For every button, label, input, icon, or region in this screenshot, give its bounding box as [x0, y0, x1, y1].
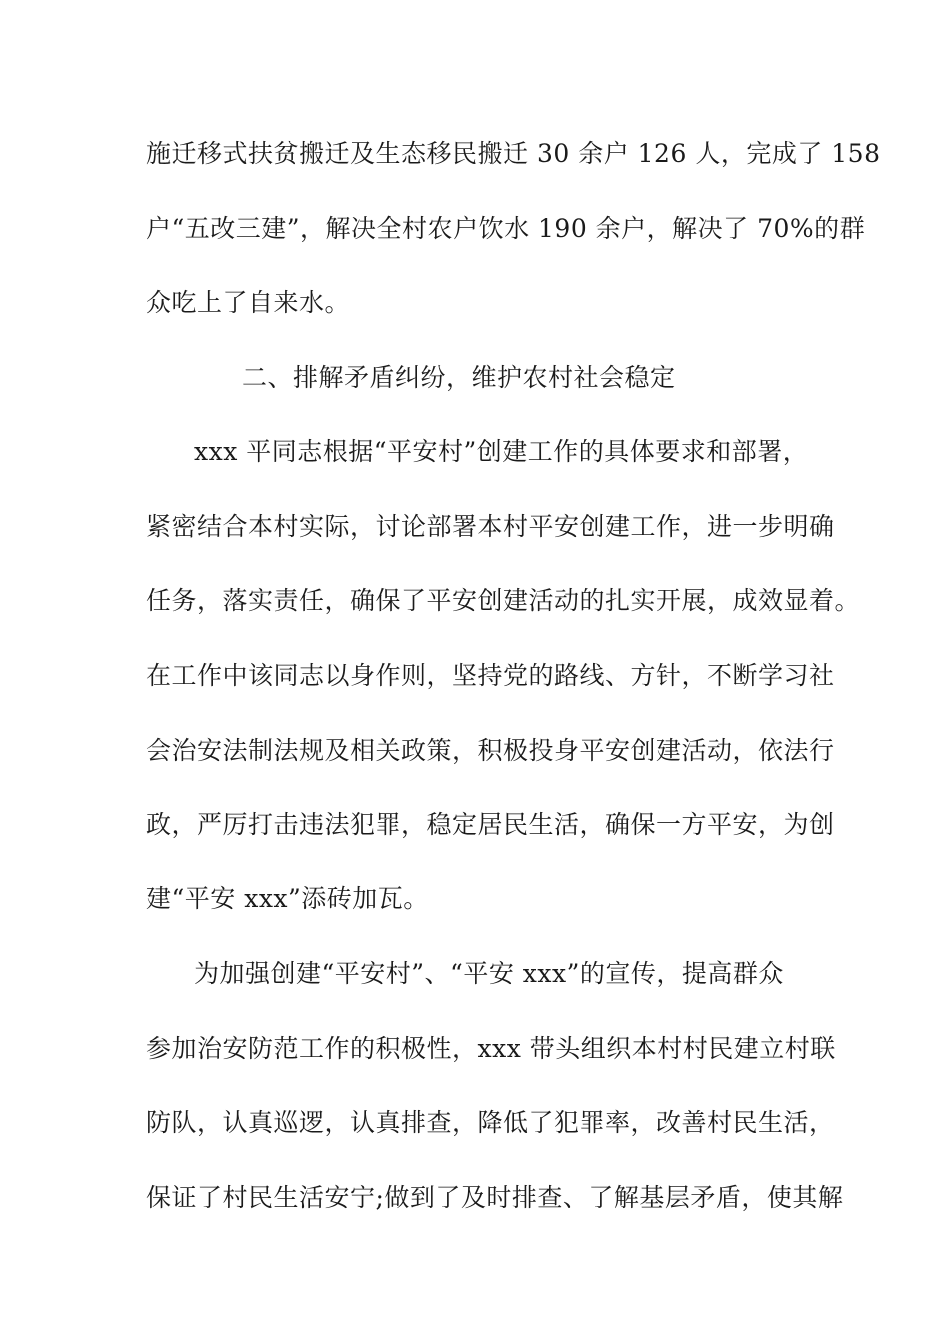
paragraph-line: 紧密结合本村实际，讨论部署本村平安创建工作，进一步明确 [146, 512, 835, 541]
paragraph-line: 施迁移式扶贫搬迁及生态移民搬迁 30 余户 126 人，完成了 158 [146, 139, 881, 168]
paragraph-line: 户“五改三建”，解决全村农户饮水 190 余户，解决了 70%的群 [146, 214, 866, 243]
paragraph-line: 参加治安防范工作的积极性，xxx 带头组织本村村民建立村联 [146, 1034, 836, 1063]
paragraph-line: 任务，落实责任，确保了平安创建活动的扎实开展，成效显着。 [146, 586, 861, 615]
paragraph-line: xxx 平同志根据“平安村”创建工作的具体要求和部署， [194, 437, 809, 466]
paragraph-line: 在工作中该同志以身作则，坚持党的路线、方针，不断学习社 [146, 661, 835, 690]
paragraph-line: 保证了村民生活安宁;做到了及时排查、了解基层矛盾，使其解 [146, 1183, 844, 1212]
paragraph-line: 防队，认真巡逻，认真排查，降低了犯罪率，改善村民生活， [146, 1108, 835, 1137]
paragraph-line: 会治安法制法规及相关政策，积极投身平安创建活动，依法行 [146, 736, 835, 765]
paragraph-line: 政，严厉打击违法犯罪，稳定居民生活，确保一方平安，为创 [146, 810, 835, 839]
paragraph-line: 为加强创建“平安村”、“平安 xxx”的宣传，提高群众 [194, 959, 784, 988]
paragraph-line: 众吃上了自来水。 [146, 288, 351, 317]
section-heading: 二、排解矛盾纠纷，维护农村社会稳定 [242, 363, 676, 392]
paragraph-line: 建“平安 xxx”添砖加瓦。 [146, 884, 429, 913]
